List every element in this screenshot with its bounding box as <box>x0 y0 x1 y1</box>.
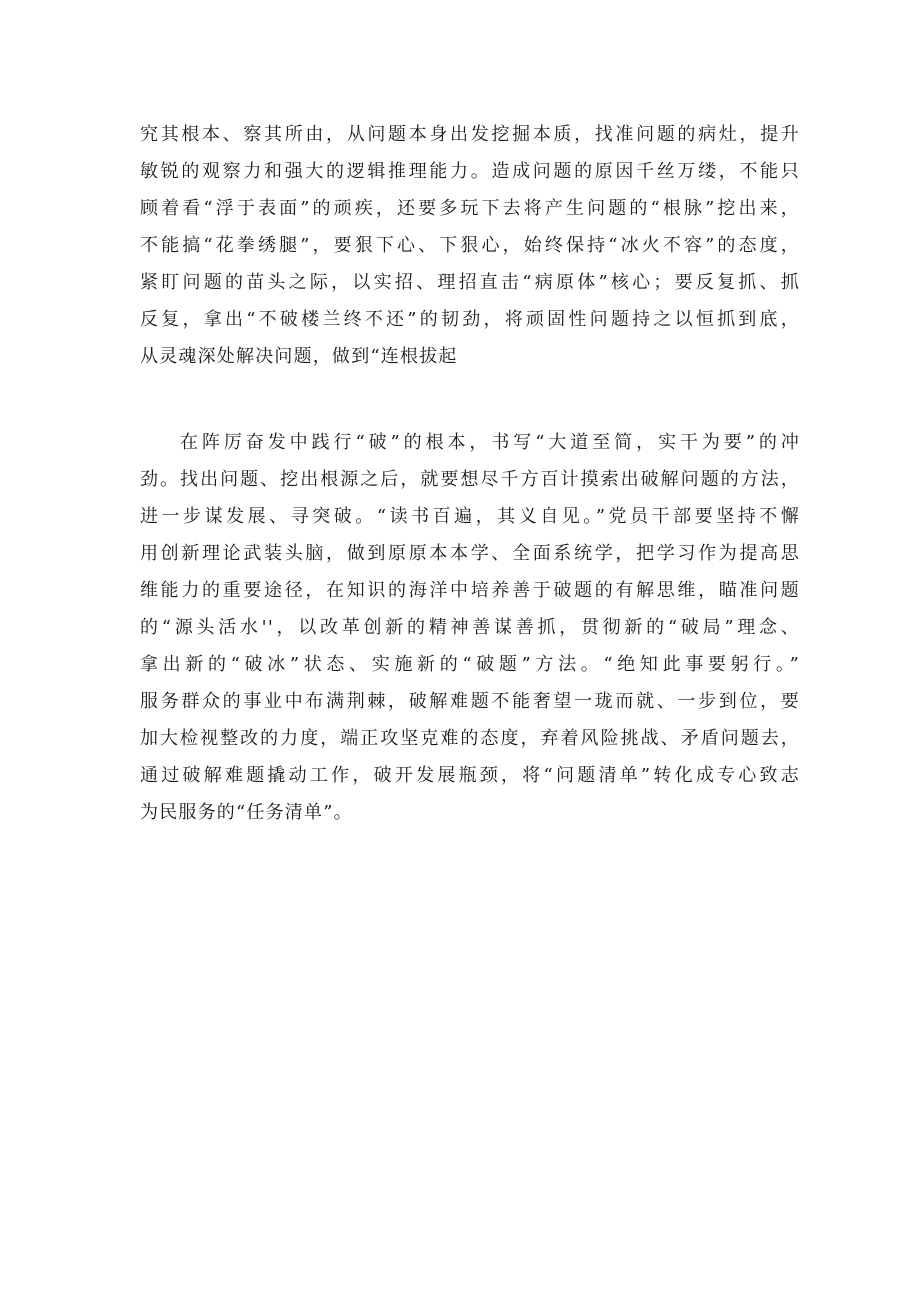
paragraph-2-line-1: 在阵厉奋发中践行“破”的根本，书写“大道至简，实干为要”的冲 <box>180 432 800 453</box>
paragraph-1-line-3: 顾着看“浮于表面”的顽疾，还要多玩下去将产生问题的“根脉”挖出来， <box>140 198 800 219</box>
paragraph-2-line-6: 的“源头活水''，以改革创新的精神善谋善抓，贯彻新的“破局”理念、 <box>140 617 800 638</box>
paragraph-1 <box>140 116 800 375</box>
paragraph-2 <box>140 424 800 831</box>
paragraph-2-line-8: 服务群众的事业中布满荆棘，破解难题不能奢望一珑而就、一步到位，要 <box>140 691 800 712</box>
paragraph-1-line-5: 紧盯问题的苗头之际，以实招、理招直击“病原体”核心；要反复抓、抓 <box>140 272 800 293</box>
paragraph-2-line-5: 维能力的重要途径，在知识的海洋中培养善于破题的有解思维，瞄准问题 <box>140 580 800 601</box>
paragraph-1-line-7: 从灵魂深处解决问题，做到“连根拔起 <box>140 346 458 367</box>
paragraph-2-line-11: 为民服务的“任务清单”。 <box>140 802 353 823</box>
paragraph-2-line-10: 通过破解难题撬动工作，破开发展瓶颈，将“问题清单”转化成专心致志 <box>140 765 800 786</box>
paragraph-1-line-6: 反复，拿出“不破楼兰终不还”的韧劲，将顽固性问题持之以恒抓到底， <box>140 309 800 330</box>
paragraph-2-line-7: 拿出新的“破冰”状态、实施新的“破题”方法。“绝知此事要躬行。” <box>140 654 800 675</box>
paragraph-1-line-4: 不能搞“花拳绣腿”，要狠下心、下狠心，始终保持“冰火不容”的态度， <box>140 235 800 256</box>
paragraph-1-line-2: 敏锐的观察力和强大的逻辑推理能力。造成问题的原因千丝万缕，不能只 <box>140 161 800 182</box>
paragraph-2-line-9: 加大检视整改的力度，端正攻坚克难的态度，弃着风险挑战、矛盾问题去， <box>140 728 800 749</box>
paragraph-1-line-1: 究其根本、察其所由，从问题本身出发挖掘本质，找准问题的病灶，提升 <box>140 124 800 145</box>
paragraph-2-line-4: 用创新理论武装头脑，做到原原本本学、全面系统学，把学习作为提高思 <box>140 543 800 564</box>
paragraph-2-line-3: 进一步谋发展、寻突破。“读书百遍，其义自见。”党员干部要坚持不懈 <box>140 506 800 527</box>
paragraph-2-line-2: 劲。找出问题、挖出根源之后，就要想尽千方百计摸索出破解问题的方法， <box>140 469 800 490</box>
